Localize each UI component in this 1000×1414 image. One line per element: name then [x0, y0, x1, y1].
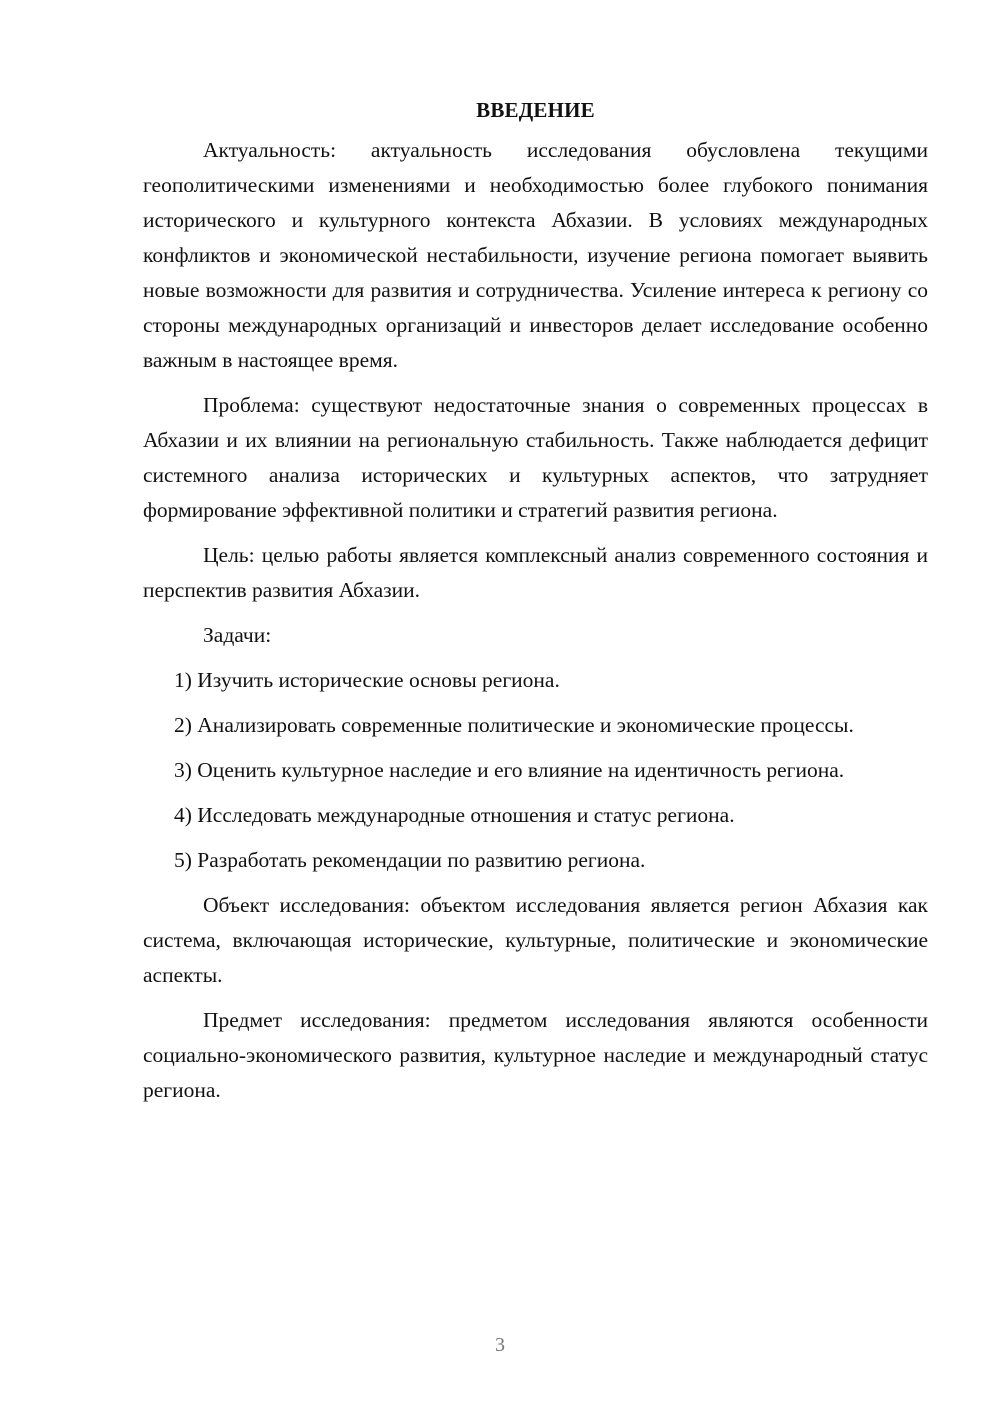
task-item-4: 4) Исследовать международные отношения и статус региона.: [174, 803, 735, 827]
task-item-5: 5) Разработать рекомендации по развитию региона.: [174, 848, 646, 872]
paragraph-problem: Проблема: существуют недостаточные знания о современных процессах в Абхазии и их влиянии на региональную стабильность. Также наблюдается дефицит системного анализа исторических и культурных аспектов, что затрудняет формирование эффективной политики и стратегий развития региона.: [143, 393, 928, 522]
section-title: ВВЕДЕНИЕ: [476, 98, 595, 122]
page-number: 3: [495, 1334, 505, 1356]
paragraph-subject: Предмет исследования: предметом исследования являются особенности социально-экономического развития, культурное наследие и международный статус региона.: [143, 1008, 928, 1102]
paragraph-object: Объект исследования: объектом исследования является регион Абхазия как система, включающая исторические, культурные, политические и экономические аспекты.: [143, 893, 928, 987]
task-item-1: 1) Изучить исторические основы региона.: [174, 668, 560, 692]
task-item-3: 3) Оценить культурное наследие и его влияние на идентичность региона.: [174, 758, 845, 782]
paragraph-relevance: Актуальность: актуальность исследования обусловлена текущими геополитическими изменениями и необходимостью более глубокого понимания исторического и культурного контекста Абхазии. В условиях международных конфликтов и экономической нестабильности, изучение региона помогает выявить новые возможности для развития и сотрудничества. Усиление интереса к региону со стороны международных организаций и инвесторов делает исследование особенно важным в настоящее время.: [143, 138, 928, 372]
tasks-list: [143, 663, 928, 878]
task-item-2: 2) Анализировать современные политические и экономические процессы.: [174, 713, 854, 737]
tasks-heading: Задачи:: [203, 623, 272, 647]
page-content: [143, 93, 928, 1118]
paragraph-goal: Цель: целью работы является комплексный анализ современного состояния и перспектив развития Абхазии.: [143, 543, 928, 602]
